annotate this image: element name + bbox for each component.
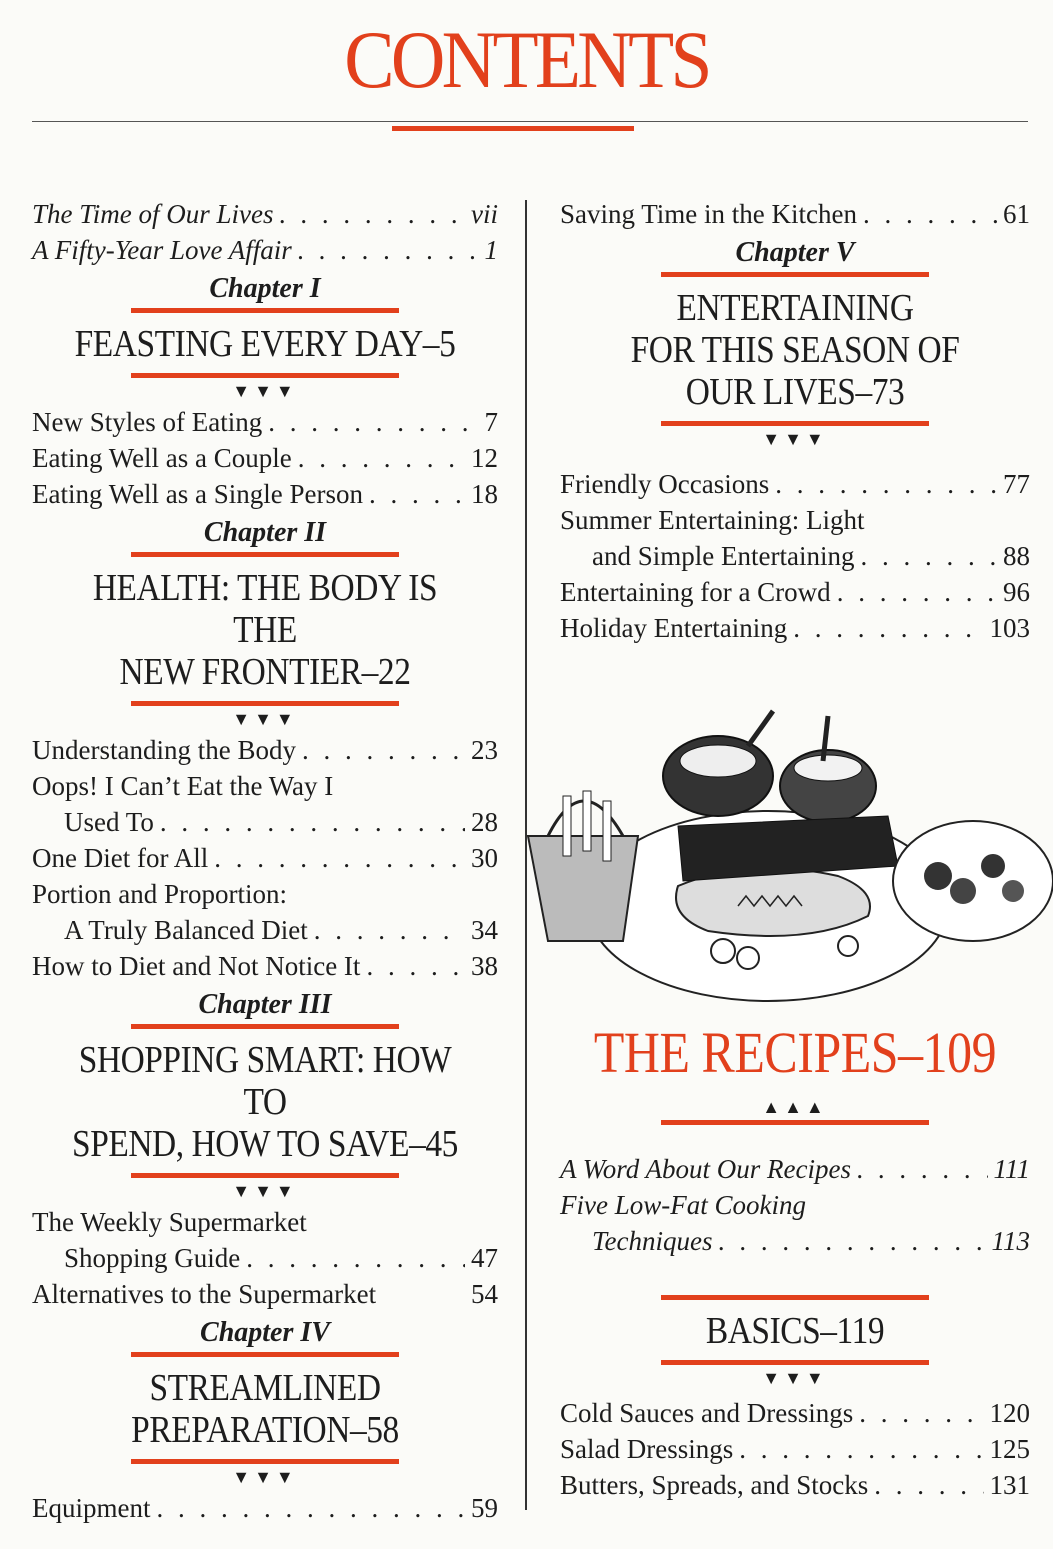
chapter-heading: HEALTH: THE BODY IS THE NEW FRONTIER–22 [92,567,438,693]
chapter-heading: STREAMLINED PREPARATION–58 [131,1367,399,1451]
left-column [32,196,498,1526]
chapter-heading: FEASTING EVERY DAY–5 [74,323,456,365]
toc-entry[interactable]: The Time of Our Lives . . . vii [32,196,498,232]
toc-entry[interactable]: Cold Sauces and Dressings . . . 120 [560,1395,1030,1431]
toc-entry-line: Summer Entertaining: Light [560,505,865,535]
toc-entry[interactable]: A Fifty-Year Love Affair . . . 1 [32,232,498,268]
triangle-ornament: ▼▼▼ [762,1368,828,1388]
toc-entry[interactable]: Equipment . . . 59 [32,1490,498,1526]
red-bar [661,1295,929,1300]
toc-entry-line: Portion and Proportion: [32,879,287,909]
toc-entry[interactable]: Entertaining for a Crowd . . . 96 [560,574,1030,610]
triangle-ornament: ▼▼▼ [232,1181,298,1201]
food-illustration [508,706,1053,1006]
triangle-ornament: ▼▼▼ [232,1467,298,1487]
toc-entry[interactable]: Saving Time in the Kitchen . . . 61 [560,196,1030,232]
top-rule [32,121,1028,122]
recipes-heading: THE RECIPES–109 [593,1020,997,1085]
toc-entry[interactable]: Techniques . . . 113 [560,1223,1030,1259]
toc-entry-line: The Weekly Supermarket [32,1207,307,1237]
triangle-ornament: ▼▼▼ [232,381,298,401]
toc-entry[interactable]: Salad Dressings . . . 125 [560,1431,1030,1467]
red-bar [131,308,399,313]
toc-entry[interactable]: Shopping Guide . . . 47 [32,1240,498,1276]
toc-entry[interactable]: New Styles of Eating . . . 7 [32,404,498,440]
page-title: CONTENTS [344,14,709,105]
toc-entry-line: Five Low-Fat Cooking [560,1190,806,1220]
chapter-heading: SHOPPING SMART: HOW TO SPEND, HOW TO SAVE–45 [72,1039,458,1165]
toc-entry[interactable]: Friendly Occasions . . . 77 [560,466,1030,502]
chapter-label: Chapter I [209,273,321,304]
title-accent-bar [392,126,634,131]
toc-entry[interactable]: A Truly Balanced Diet . . . 34 [32,912,498,948]
triangle-ornament: ▲▲▲ [762,1097,828,1117]
basics-heading: BASICS–119 [705,1310,885,1352]
red-bar [131,552,399,557]
red-bar [131,1352,399,1357]
toc-entry[interactable]: Holiday Entertaining . . . 103 [560,610,1030,646]
toc-entry[interactable]: Used To . . . 28 [32,804,498,840]
toc-entry[interactable]: One Diet for All . . . 30 [32,840,498,876]
toc-entry[interactable]: and Simple Entertaining . . . 88 [560,538,1030,574]
chapter-label: Chapter III [198,989,332,1020]
toc-entry[interactable]: How to Diet and Not Notice It . . . 38 [32,948,498,984]
chapter-label: Chapter V [735,237,855,268]
red-bar [131,1024,399,1029]
toc-entry[interactable]: Alternatives to the Supermarket 54 [32,1279,498,1309]
triangle-ornament: ▼▼▼ [762,429,828,449]
triangle-ornament: ▼▼▼ [232,709,298,729]
red-bar [661,272,929,277]
toc-entry[interactable]: A Word About Our Recipes . . . 111 [560,1151,1030,1187]
toc-entry[interactable]: Understanding the Body . . . 23 [32,732,498,768]
toc-entry-line: Oops! I Can’t Eat the Way I [32,771,334,801]
chapter-label: Chapter IV [200,1317,330,1348]
toc-entry[interactable]: Eating Well as a Single Person . . . 18 [32,476,498,512]
chapter-heading: ENTERTAINING FOR THIS SEASON OF OUR LIVES–73 [630,287,960,413]
toc-entry[interactable]: Eating Well as a Couple . . . 12 [32,440,498,476]
toc-entry[interactable]: Butters, Spreads, and Stocks . . . 131 [560,1467,1030,1503]
chapter-label: Chapter II [203,517,327,548]
